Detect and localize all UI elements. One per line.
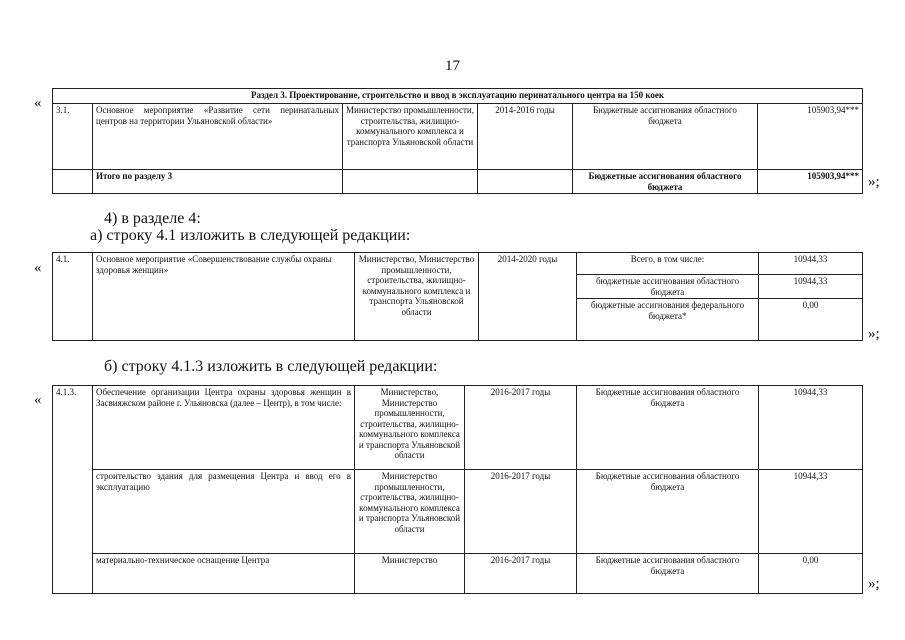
total-num-cell: [53, 170, 93, 194]
row-executor-center: Министерство, Министерство промышленности, строительства, жилищно-коммунального комплекса и транспорта Ульяновской области: [355, 386, 465, 470]
row-name-4-1: Основное мероприятие «Совершенствование службы охраны здоровья женщин»: [93, 253, 355, 341]
row-source-construction: Бюджетные ассигнования областного бюджета: [577, 470, 759, 554]
row-name-3-1: Основное мероприятие «Развитие сети перинатальных центров на территории Ульяновской области»: [93, 104, 343, 170]
heading-section-4: 4) в разделе 4:: [104, 210, 201, 227]
section3-title: Раздел 3. Проектирование, строительство и ввод в эксплуатацию перинатального центра на 150 коек: [53, 89, 863, 104]
close-quote-3: »;: [868, 576, 880, 592]
amount-federal: 0,00: [759, 299, 863, 341]
total-label: Итого по разделу 3: [93, 170, 343, 194]
row-name-center: Обеспечение организации Центра охраны здоровья женщин в Засвияжском районе г. Ульяновска (далее – Центр), в том числе:: [93, 386, 355, 470]
amount-regional: 10944,33: [759, 275, 863, 299]
row-executor-equipment: Министерство: [355, 554, 465, 594]
open-quote-3: «: [34, 392, 42, 408]
total-executor-cell: [343, 170, 478, 194]
heading-row-4-1-3: б) строку 4.1.3 изложить в следующей редакции:: [104, 358, 438, 375]
open-quote-2: «: [34, 260, 42, 276]
source-regional: бюджетные ассигнования областного бюджета: [577, 275, 759, 299]
row-period-4-1: 2014-2020 годы: [479, 253, 577, 341]
row-num-3-1: 3.1.: [53, 104, 93, 170]
section3-table: [52, 88, 863, 194]
open-quote-1: «: [34, 95, 42, 111]
heading-row-4-1: а) строку 4.1 изложить в следующей редакции:: [90, 227, 411, 244]
close-quote-2: »;: [868, 326, 880, 342]
total-period-cell: [478, 170, 573, 194]
row-period-construction: 2016-2017 годы: [465, 470, 577, 554]
row-num-4-1: 4.1.: [53, 253, 93, 341]
close-quote-1: »;: [868, 174, 880, 190]
source-total: Всего, в том числе:: [577, 253, 759, 275]
row-executor-3-1: Министерство промышленности, строительства, жилищно-коммунального комплекса и транспорта Ульяновской области: [343, 104, 478, 170]
row-amount-equipment: 0,00: [759, 554, 863, 594]
row-amount-center: 10944,33: [759, 386, 863, 470]
amount-total: 10944,33: [759, 253, 863, 275]
row-name-construction: строительство здания для размещения Центра и ввод его в эксплуатацию: [93, 470, 355, 554]
total-amount: 105903,94***: [758, 170, 863, 194]
row-name-equipment: материально-техническое оснащение Центра: [93, 554, 355, 594]
row-num-4-1-3: 4.1.3.: [53, 386, 93, 594]
row-amount-3-1: 105903,94***: [758, 104, 863, 170]
row-source-3-1: Бюджетные ассигнования областного бюджета: [573, 104, 758, 170]
row-4-1-table: [52, 252, 863, 341]
row-source-center: Бюджетные ассигнования областного бюджета: [577, 386, 759, 470]
total-source: Бюджетные ассигнования областного бюджета: [573, 170, 758, 194]
page-number: 17: [445, 58, 460, 74]
row-period-equipment: 2016-2017 годы: [465, 554, 577, 594]
row-period-center: 2016-2017 годы: [465, 386, 577, 470]
row-4-1-3-table: [52, 385, 863, 594]
row-period-3-1: 2014-2016 годы: [478, 104, 573, 170]
row-source-equipment: Бюджетные ассигнования областного бюджета: [577, 554, 759, 594]
row-executor-4-1: Министерство, Министерство промышленности, строительства, жилищно-коммунального комплекса и транспорта Ульяновской области: [355, 253, 479, 341]
row-executor-construction: Министерство промышленности, строительства, жилищно-коммунального комплекса и транспорта Ульяновской области: [355, 470, 465, 554]
source-federal: бюджетные ассигнования федерального бюджета*: [577, 299, 759, 341]
row-amount-construction: 10944,33: [759, 470, 863, 554]
